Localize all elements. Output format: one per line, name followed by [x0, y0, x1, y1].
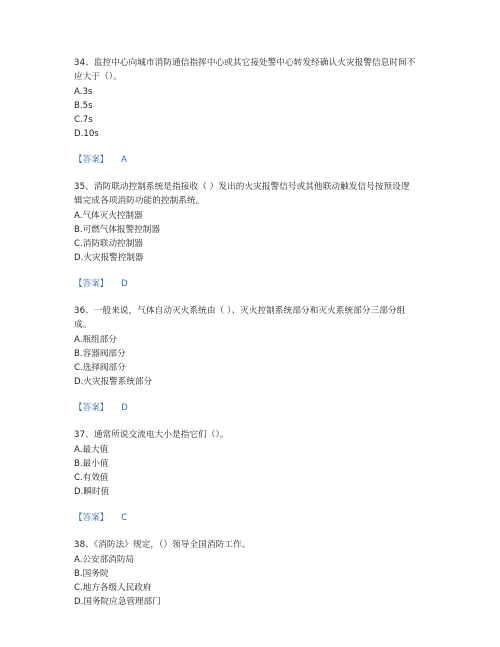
question-34 [74, 56, 434, 167]
question-38 [74, 538, 434, 609]
answer-value: D [121, 279, 128, 289]
option-a: A.气体灭火控制器 [74, 211, 143, 221]
question-36 [74, 304, 434, 415]
option-a: A.瓶组部分 [74, 335, 117, 345]
answer-line [74, 277, 434, 291]
option-c: C.有效值 [74, 473, 109, 483]
option-b: B.容器阀部分 [74, 349, 126, 359]
answer-line [74, 401, 434, 415]
question-35 [74, 180, 434, 291]
option-c: C.消防联动控制器 [74, 239, 143, 249]
answer-label: 【答案】 [74, 513, 109, 523]
question-stem-line: 35、消防联动控制系统是指接收（ ）发出的火灾报警信号或其他联动触发信号按预设逻 [74, 182, 410, 192]
answer-value: C [121, 513, 128, 523]
question-stem [74, 538, 434, 552]
option-b: B.最小值 [74, 459, 109, 469]
question-37 [74, 428, 434, 525]
answer-line [74, 153, 434, 167]
option-a: A.3s [74, 87, 93, 97]
question-stem-line: 38、《消防法》规定，（）领导全国消防工作。 [74, 540, 251, 550]
document-page [74, 56, 434, 609]
option-c: C.7s [74, 115, 93, 125]
option-d: D.10s [74, 129, 99, 139]
question-stem [74, 304, 434, 332]
question-stem-line: 应大于（）。 [74, 72, 122, 82]
question-stem-line: 34、监控中心向城市消防通信指挥中心或其它接处警中心转发经确认火灾报警信息时间不 [74, 58, 416, 68]
question-stem [74, 56, 434, 84]
answer-label: 【答案】 [74, 279, 109, 289]
question-stem-line: 辑完成各项消防功能的控制系统。 [74, 196, 205, 206]
question-stem-line: 36、一般来说，气体自动灭火系统由（ ）、灭火控制系统部分和灭火系统部分三部分组 [74, 306, 406, 316]
question-stem-line: 成。 [74, 320, 92, 330]
answer-value: D [121, 403, 128, 413]
option-c: C.选择阀部分 [74, 363, 126, 373]
option-b: B.可燃气体报警控制器 [74, 225, 160, 235]
option-d: D.火灾报警系统部分 [74, 377, 153, 387]
answer-label: 【答案】 [74, 155, 109, 165]
question-stem [74, 428, 434, 442]
option-b: B.5s [74, 101, 93, 111]
question-stem-line: 37、通常所说交流电大小是指它们（）。 [74, 430, 229, 440]
option-d: D.瞬时值 [74, 487, 110, 497]
option-c: C.地方各级人民政府 [74, 583, 152, 593]
option-d: D.国务院应急管理部门 [74, 597, 161, 607]
answer-label: 【答案】 [74, 403, 109, 413]
answer-value: A [121, 155, 128, 165]
option-a: A.公安部消防局 [74, 555, 135, 565]
question-stem [74, 180, 434, 208]
option-b: B.国务院 [74, 569, 109, 579]
option-d: D.火灾报警控制器 [74, 253, 144, 263]
answer-line [74, 511, 434, 525]
option-a: A.最大值 [74, 445, 109, 455]
